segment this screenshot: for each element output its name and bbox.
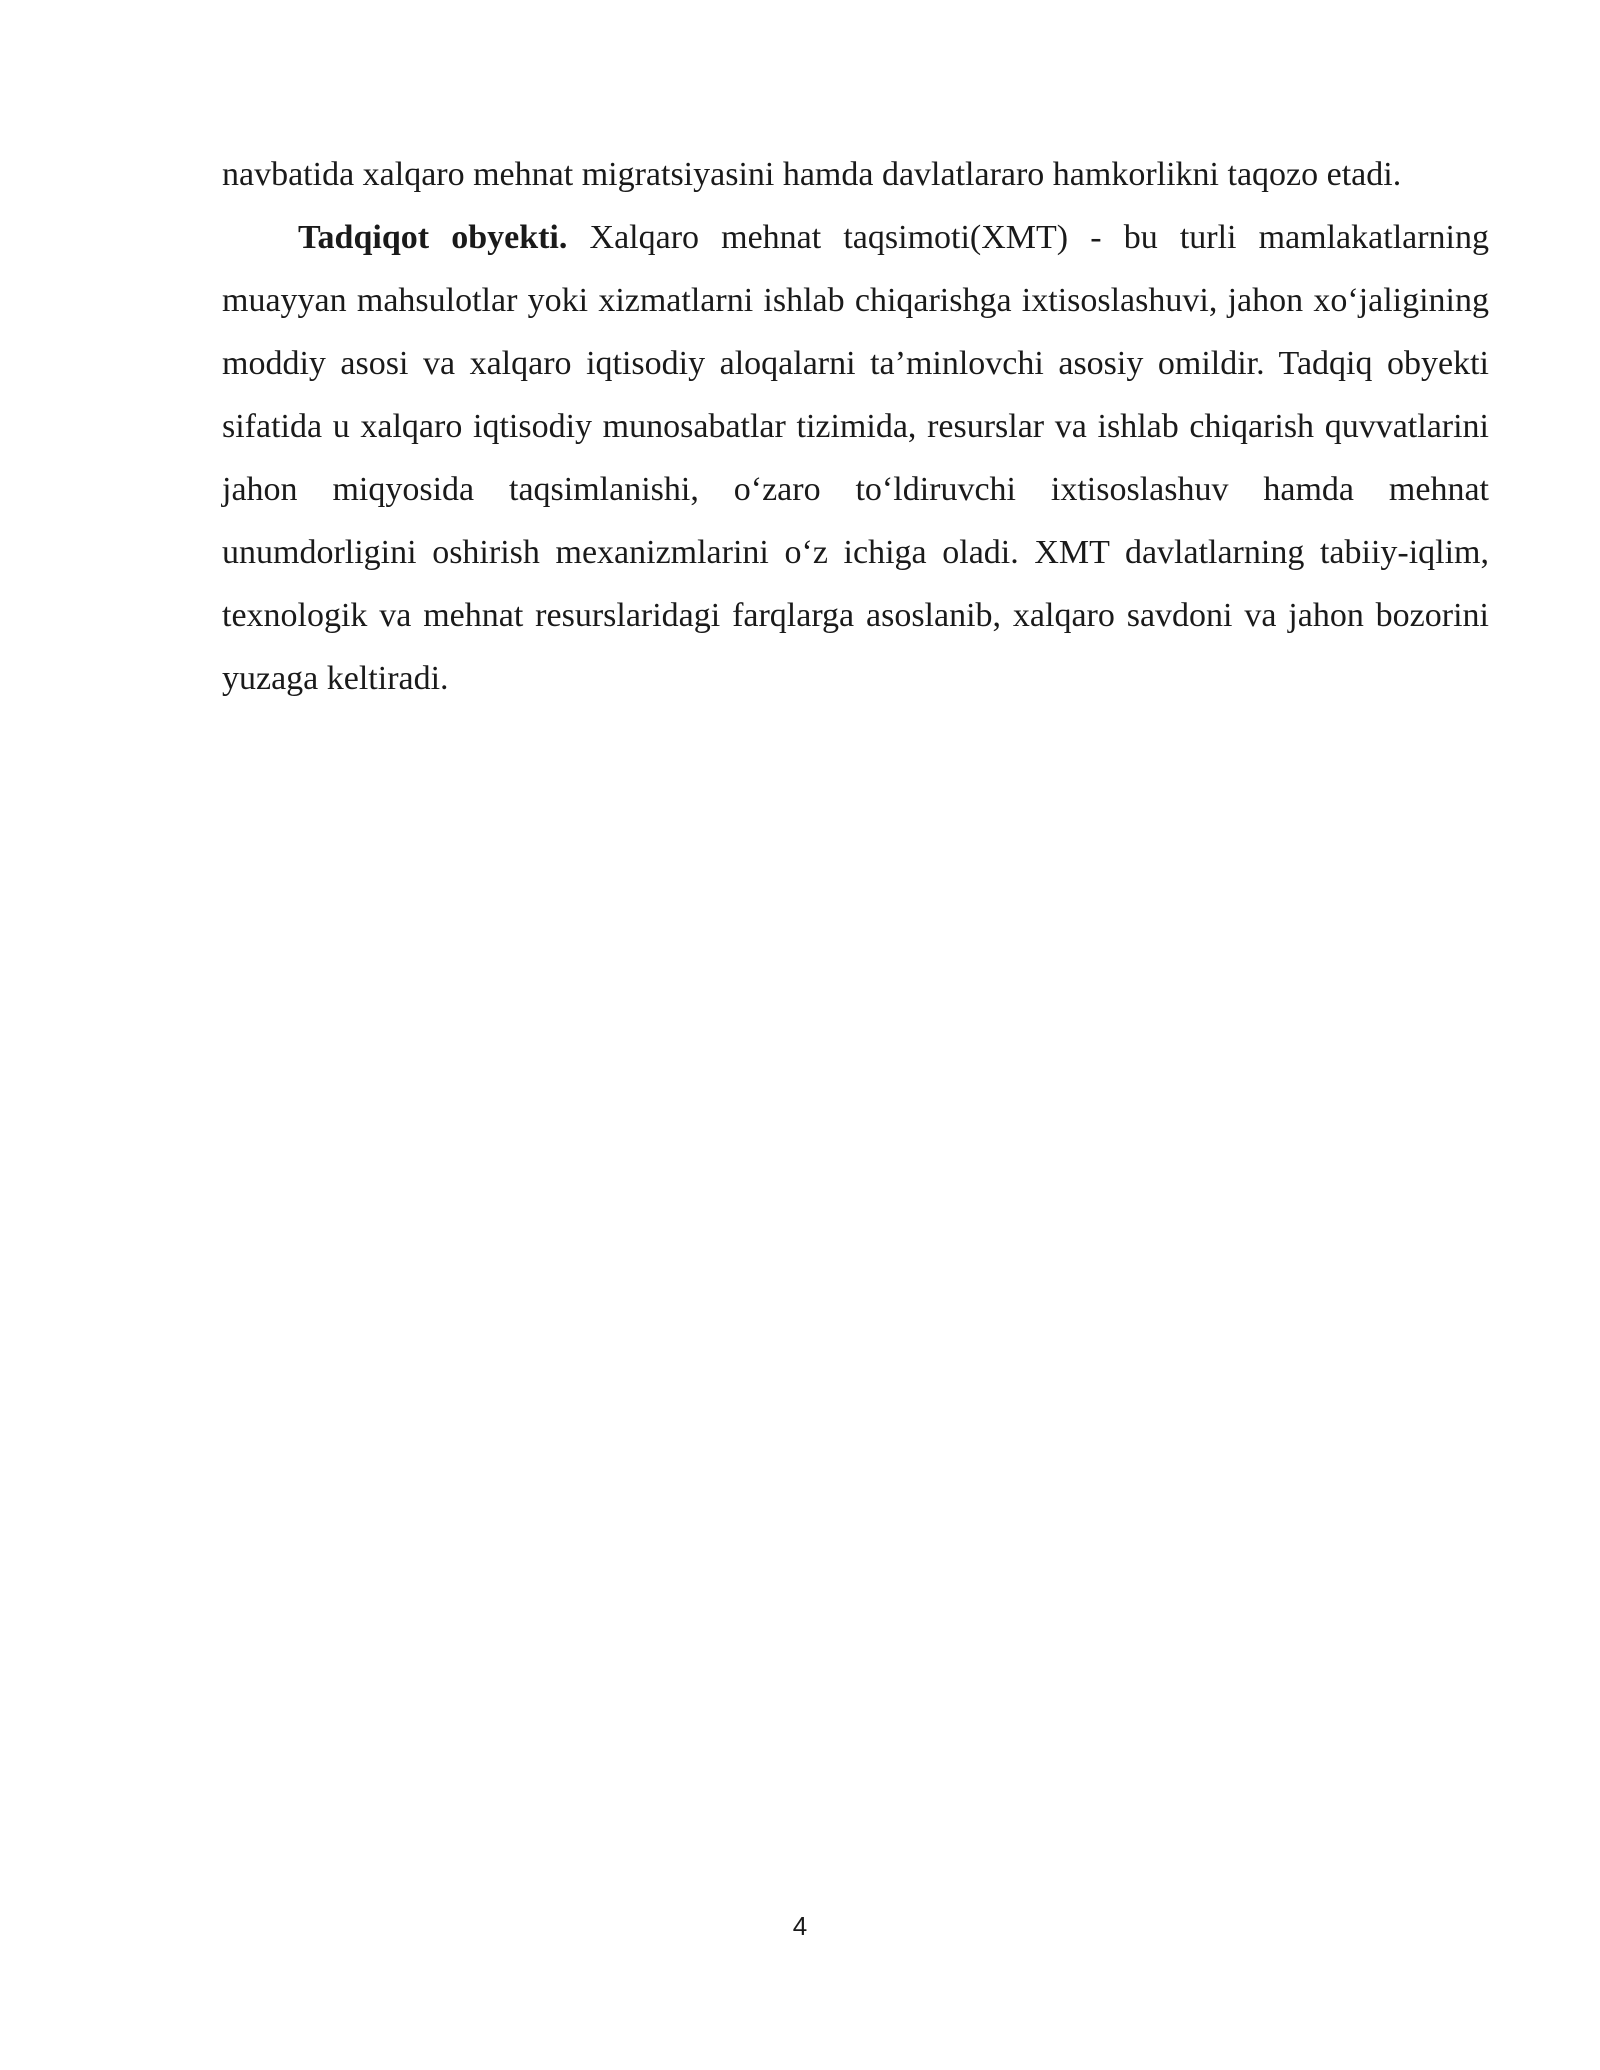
- page-number: 4: [792, 1911, 808, 1941]
- paragraph-research-object: [222, 206, 1489, 710]
- paragraph-continuation: navbatida xalqaro mehnat migratsiyasini hamda davlatlararo hamkorlikni taqozo etadi.: [222, 156, 1402, 193]
- paragraph-body: Xalqaro mehnat taqsimoti(XMT) - bu turli mamlakatlarning muayyan mahsulotlar yoki xizmatlarni ishlab chiqarishga ixtisoslashuvi, jahon xo‘jaligining moddiy asosi va xalqaro iqtisodiy aloqalarni ta’minlovchi asosiy omildir. Tadqiq obyekti sifatida u xalqaro iqtisodiy munosabatlar tizimida, resurslar va ishlab chiqarish quvvatlarini jahon miqyosida taqsimlanishi, o‘zaro to‘ldiruvchi ixtisoslashuv hamda mehnat unumdorligini oshirish mexanizmlarini o‘z ichiga oladi. XMT davlatlarning tabiiy-iqlim, texnologik va mehnat resurslaridagi farqlarga asoslanib, xalqaro savdoni va jahon bozorini yuzaga keltiradi.: [222, 219, 1489, 697]
- paragraph-lead-heading: Tadqiqot obyekti.: [298, 219, 568, 256]
- body-text: [222, 143, 1489, 710]
